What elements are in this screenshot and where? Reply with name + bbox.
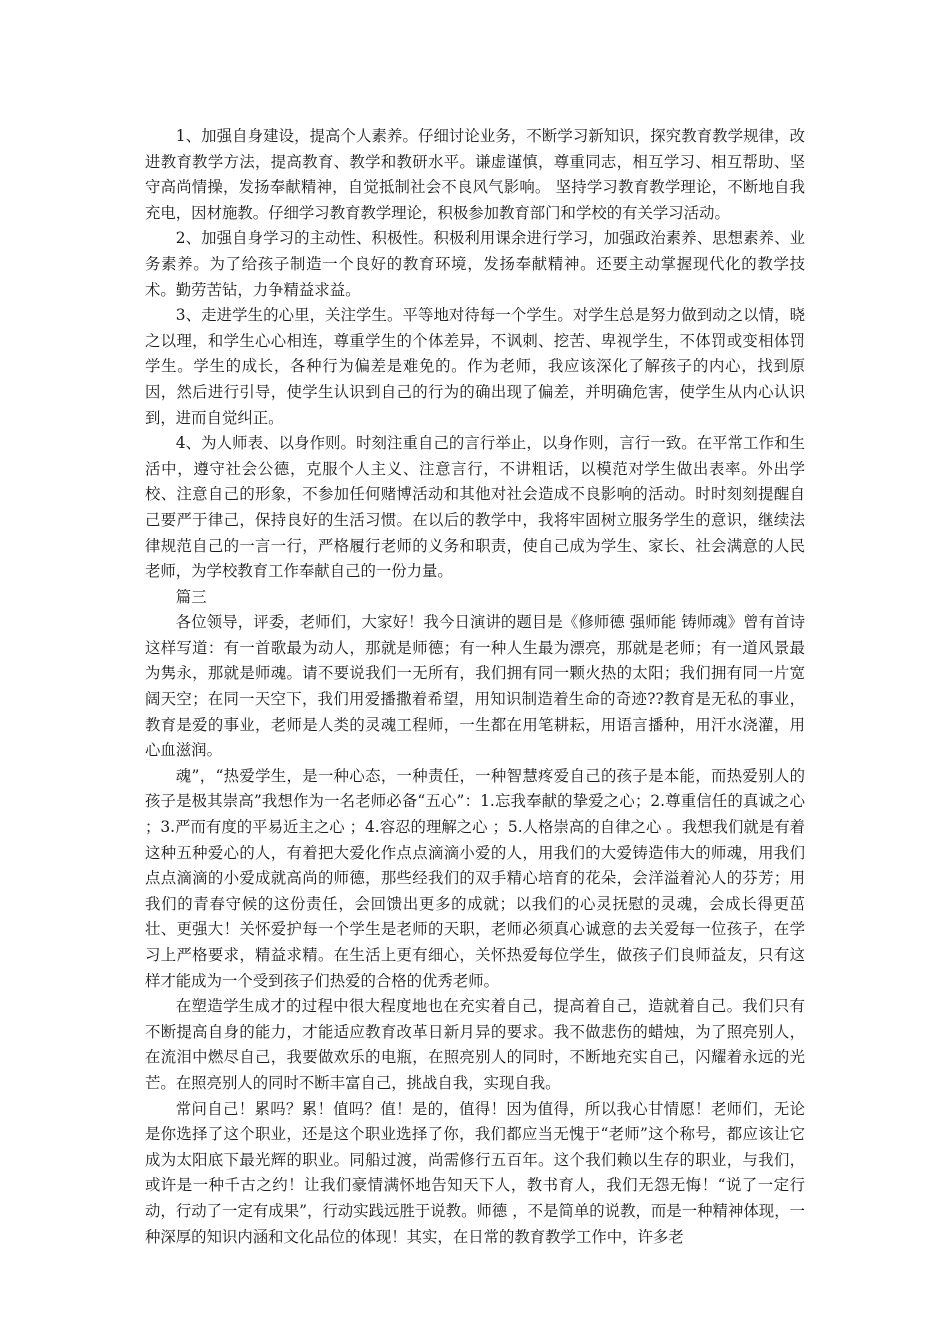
paragraph-3: 3、走进学生的心里，关注学生。平等地对待每一个学生。对学生总是努力做到动之以情，晓之以理，和学生心心相连，尊重学生的个体差异，不讽刺、挖苦、卑视学生，不体罚或变相体罚学生。学生的成长，各种行为偏差是难免的。作为老师，我应该深化了解孩子的内心，找到原因，然后进行引导，使学生认识到自己的行为的确出现了偏差，并明确危害，使学生从内心认识到，进而自觉纠正。 xyxy=(145,306,805,427)
paragraph-1: 1、加强自身建设，提高个人素养。仔细讨论业务，不断学习新知识，探究教育教学规律，改进教育教学方法，提高教育、教学和教研水平。谦虚谨慎，尊重同志，相互学习、相互帮助、坚守高尚情操，发扬奉献精神，自觉抵制社会不良风气影响。 坚持学习教育教学理论，不断地自我充电，因材施教。仔细学习教育教学理论，积极参加教育部门和学校的有关学习活动。 xyxy=(145,127,805,222)
paragraph-6: 魂”，“热爱学生，是一种心态，一种责任，一种智慧疼爱自己的孩子是本能，而热爱别人的孩子是极其崇高”我想作为一名老师必备“五心”：1.忘我奉献的挚爱之心；2.尊重信任的真诚之心 ；3.严而有度的平易近主之心 ；4.容忍的理解之心 ；5.人格崇高的自律之心 。我想我们就是有着这种五种爱心的人，有着把大爱化作点点滴滴小爱的人，用我们的大爱铸造伟大的师魂，用我们点点滴滴的小爱成就高尚的师德，那些经我们的双手精心培育的花朵，会洋溢着沁人的芬芳；用我们的青春守候的这份责任，会回馈出更多的成就；以我们的心灵抚慰的灵魂，会成长得更茁壮、更强大！关怀爱护每一个学生是老师的天职，老师必须真心诚意的去关爱每一位孩子，在学习上严格要求，精益求精。在生活上更有细心，关怀热爱每位学生，做孩子们良师益友，只有这样才能成为一个受到孩子们热爱的合格的优秀老师。 xyxy=(145,766,810,990)
paragraph-7: 在塑造学生成才的过程中很大程度地也在充实着自己，提高着自己，造就着自己。我们只有不断提高自身的能力，才能适应教育改革日新月异的要求。我不做悲伤的蜡烛，为了照亮别人，在流泪中燃尽自己，我要做欢乐的电瓶，在照亮别人的同时，不断地充实自己，闪耀着永远的光芒。在照亮别人的同时不断丰富自己，挑战自我，实现自我。 xyxy=(145,997,805,1092)
paragraph-8: 常问自己！累吗？累！值吗？值！是的，值得！因为值得，所以我心甘情愿！老师们，无论是你选择了这个职业，还是这个职业选择了你，我们都应当无愧于“老师”这个称号，都应该让它成为太阳底下最光辉的职业。同船过渡，尚需修行五百年。这个我们赖以生存的职业，与我们，或许是一种千古之约！让我们豪情满怀地告知天下人，教书育人，我们无怨无悔！“说了一定行动，行动了一定有成果”，行动实践远胜于说教。师德 ，不是简单的说教，而是一种精神体现，一种深厚的知识内涵和文化品位的体现！其实，在日常的教育教学工作中，许多老 xyxy=(145,1099,805,1246)
document-page xyxy=(145,124,810,1250)
paragraph-5: 各位领导，评委，老师们，大家好！我今日演讲的题目是《修师德 强师能 铸师魂》曾有首诗这样写道：有一首歌最为动人，那就是师德；有一种人生最为漂亮，那就是老师；有一道风景最为隽永，那就是师魂。请不要说我们一无所有，我们拥有同一颗火热的太阳；我们拥有同一片宽阔天空；在同一天空下，我们用爱播撒着希望，用知识制造着生命的奇迹??教育是无私的事业，教育是爱的事业，老师是人类的灵魂工程师，一生都在用笔耕耘，用语言播种，用汗水浇灌，用心血滋润。 xyxy=(145,613,805,760)
section-heading: 篇三 xyxy=(175,587,207,606)
paragraph-2: 2、加强自身学习的主动性、积极性。积极利用课余进行学习，加强政治素养、思想素养、业务素养。为了给孩子制造一个良好的教育环境，发扬奉献精神。还要主动掌握现代化的教学技术。勤劳苦钻，力争精益求益。 xyxy=(145,229,805,299)
paragraph-4: 4、为人师表、以身作则。时刻注重自己的言行举止，以身作则，言行一致。在平常工作和生活中，遵守社会公德，克服个人主义、注意言行，不讲粗话，以模范对学生做出表率。外出学校、注意自己的形象，不参加任何赌博活动和其他对社会造成不良影响的活动。时时刻刻提醒自己要严于律己，保持良好的生活习惯。在以后的教学中，我将牢固树立服务学生的意识，继续法律规范自己的一言一行，严格履行老师的义务和职责，使自己成为学生、家长、社会满意的人民老师，为学校教育工作奉献自己的一份力量。 xyxy=(145,434,805,581)
